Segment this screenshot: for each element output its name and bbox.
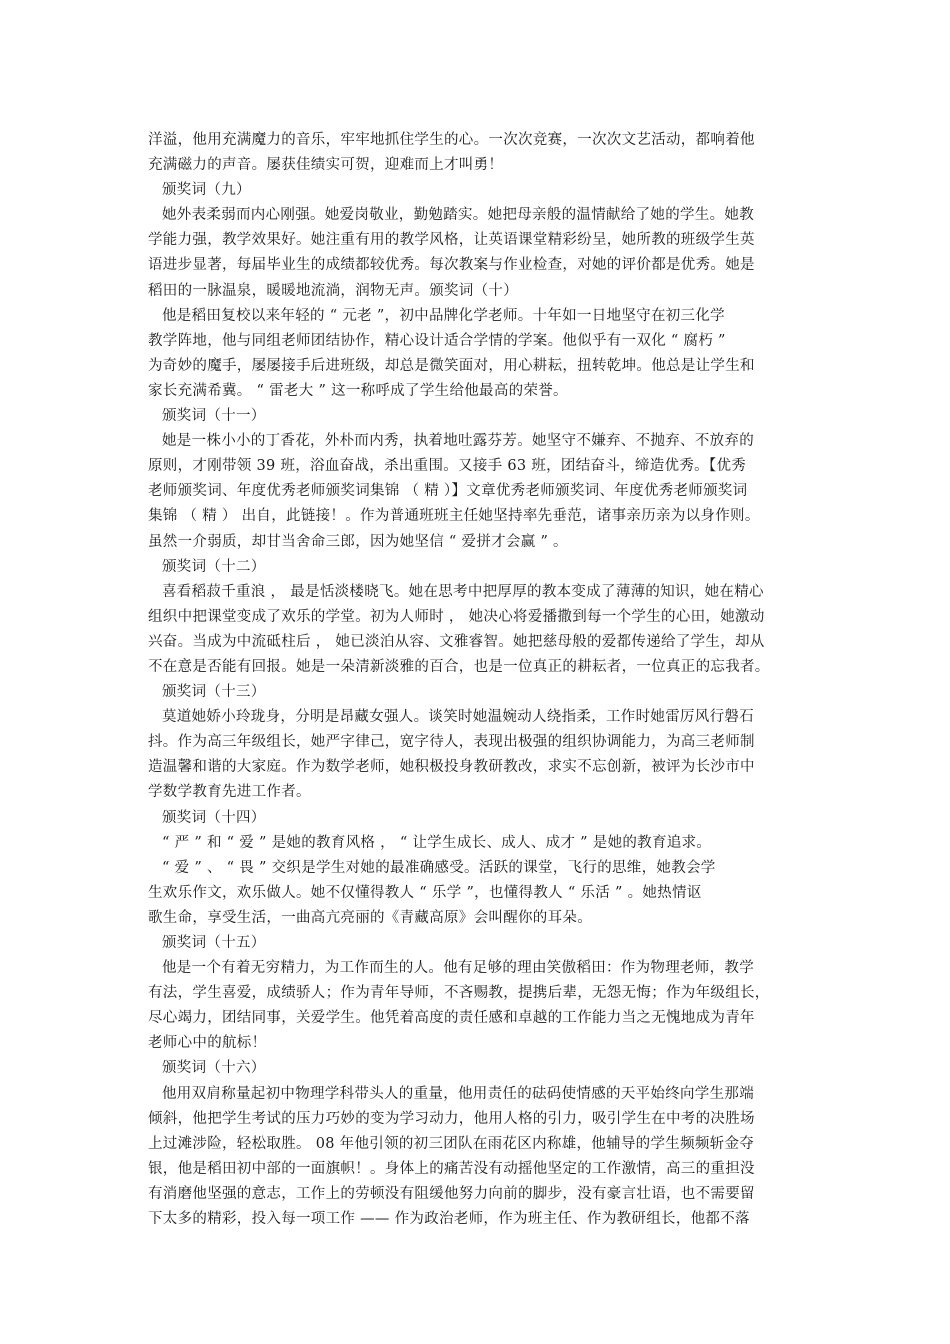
text-line: 有消磨他坚强的意志，工作上的劳顿没有阻缓他努力向前的脚步，没有豪言壮语，也不需要留	[148, 1185, 755, 1202]
text-line: 学数学教育先进工作者。	[148, 784, 311, 801]
text-line: 他是稻田复校以来年轻的 “ 元老 ”，初中品牌化学老师。十年如一日地坚守在初三化学	[162, 307, 725, 324]
text-line: 学能力强，教学效果好。她注重有用的教学风格，让英语课堂精彩纷呈，她所教的班级学生英	[148, 232, 755, 249]
text-line: 不在意是否能有回报。她是一朵清新淡雅的百合，也是一位真正的耕耘者，一位真正的忘我者。	[148, 658, 770, 675]
text-line: 教学阵地，他与同组老师团结协作，精心设计适合学情的学案。他似乎有一双化 “ 腐朽 ”	[148, 332, 726, 349]
text-line: 她是一株小小的丁香花，外朴而内秀，执着地吐露芬芳。她坚守不嫌弃、不抛弃、不放弃的	[162, 433, 754, 450]
text-line: 虽然一介弱质，却甘当舍命三郎，因为她坚信 “ 爱拼才会赢 ” 。	[148, 533, 568, 550]
text-line: 语进步显著，每届毕业生的成绩都较优秀。每次教案与作业检查，对她的评价都是优秀。她是	[148, 257, 755, 274]
section-heading: 颁奖词（十六）	[162, 1060, 266, 1077]
document-body	[148, 128, 828, 1232]
text-line: “ 爱 ” 、 “ 畏 ” 交织是学生对她的最准确感受。活跃的课堂，飞行的思维，她教会学	[162, 859, 716, 876]
text-line: 家长充满希冀。 “ 雷老大 ” 这一称呼成了学生给他最高的荣誉。	[148, 382, 568, 399]
text-line: 银，他是稻田初中部的一面旗帜！。身体上的痛苦没有动摇他坚定的工作激情，高三的重担没	[148, 1160, 755, 1177]
text-line: 生欢乐作文，欢乐做人。她不仅懂得教人 “ 乐学 ”，也懂得教人 “ 乐活 ” 。她热情讴	[148, 884, 702, 901]
text-line: 歌生命，享受生活，一曲高亢亮丽的《青藏高原》会叫醒你的耳朵。	[148, 909, 592, 926]
text-line: 尽心竭力，团结同事，关爱学生。他凭着高度的责任感和卓越的工作能力当之无愧地成为青年	[148, 1010, 755, 1027]
text-line: 上过滩涉险，轻松取胜。 08 年他引领的初三团队在雨花区内称雄，他辅导的学生频频斩金夺	[148, 1135, 755, 1152]
text-line: 为奇妙的魔手，屡屡接手后进班级，却总是微笑面对，用心耕耘，扭转乾坤。他总是让学生和	[148, 357, 755, 374]
text-line: 组织中把课堂变成了欢乐的学堂。初为人师时 ， 她决心将爱播撒到每一个学生的心田，她激动	[148, 608, 765, 625]
section-heading: 颁奖词（十四）	[162, 809, 266, 826]
text-line: 造温馨和谐的大家庭。作为数学老师，她积极投身教研教改，求实不忘创新，被评为长沙市中	[148, 759, 755, 776]
text-line: 原则，才刚带领 39 班，浴血奋战，杀出重围。又接手 63 班，团结奋斗，缔造优秀。【优秀	[148, 458, 747, 475]
text-line: 抖。作为高三年级组长，她严字律己，宽字待人，表现出极强的组织协调能力，为高三老师制	[148, 734, 755, 751]
section-heading: 颁奖词（九）	[162, 182, 251, 199]
text-line: 她外表柔弱而内心刚强。她爱岗敬业，勤勉踏实。她把母亲般的温情献给了她的学生。她教	[162, 207, 754, 224]
text-line: 充满磁力的声音。屡获佳绩实可贺，迎难而上才叫勇！	[148, 157, 504, 174]
text-line: 有法，学生喜爱，成绩骄人；作为青年导师，不吝赐教，提携后辈，无怨无悔；作为年级组长，	[148, 985, 770, 1002]
text-line: 老师心中的航标！	[148, 1035, 267, 1052]
text-line: 兴奋。当成为中流砥柱后 ， 她已淡泊从容、文雅睿智。她把慈母般的爱都传递给了学生，却从	[148, 633, 765, 650]
section-heading: 颁奖词（十二）	[162, 558, 266, 575]
text-line: 下太多的精彩，投入每一项工作 —— 作为政治老师，作为班主任、作为教研组长，他都不落	[148, 1211, 750, 1228]
section-heading: 颁奖词（十一）	[162, 408, 266, 425]
text-line: “ 严 ” 和 “ 爱 ” 是她的教育风格 ， “ 让学生成长、成人、成才 ” 是她的教育追求。	[162, 834, 712, 851]
text-line: 稻田的一脉温泉，暖暖地流淌，润物无声。颁奖词（十）	[148, 282, 518, 299]
section-heading: 颁奖词（十五）	[162, 935, 266, 951]
text-line: 莫道她娇小玲珑身，分明是昂藏女强人。谈笑时她温婉动人绕指柔，工作时她雷厉风行磐石	[162, 709, 754, 726]
section-heading: 颁奖词（十三）	[162, 684, 266, 701]
text-line: 他是一个有着无穷精力，为工作而生的人。他有足够的理由笑傲稻田：作为物理老师，教学	[162, 960, 754, 977]
text-line: 老师颁奖词、年度优秀老师颁奖词集锦 （ 精 ）】文章优秀老师颁奖词、年度优秀老师颁奖词	[148, 483, 748, 500]
text-line: 他用双肩称量起初中物理学科带头人的重量，他用责任的砝码使情感的天平始终向学生那端	[162, 1085, 754, 1102]
text-line: 喜看稻菽千重浪 ， 最是恬淡楼晓飞。她在思考中把厚厚的教本变成了薄薄的知识，她在精心	[162, 583, 764, 600]
text-line: 倾斜，他把学生考试的压力巧妙的变为学习动力，他用人格的引力，吸引学生在中考的决胜场	[148, 1110, 755, 1127]
text-line: 集锦 （ 精 ） 出自，此链接！。作为普通班班主任她坚持率先垂范，诸事亲历亲为以身作则。	[148, 508, 760, 525]
text-line: 洋溢，他用充满魔力的音乐，牢牢地抓住学生的心。一次次竞赛，一次次文艺活动，都响着他	[148, 132, 755, 148]
